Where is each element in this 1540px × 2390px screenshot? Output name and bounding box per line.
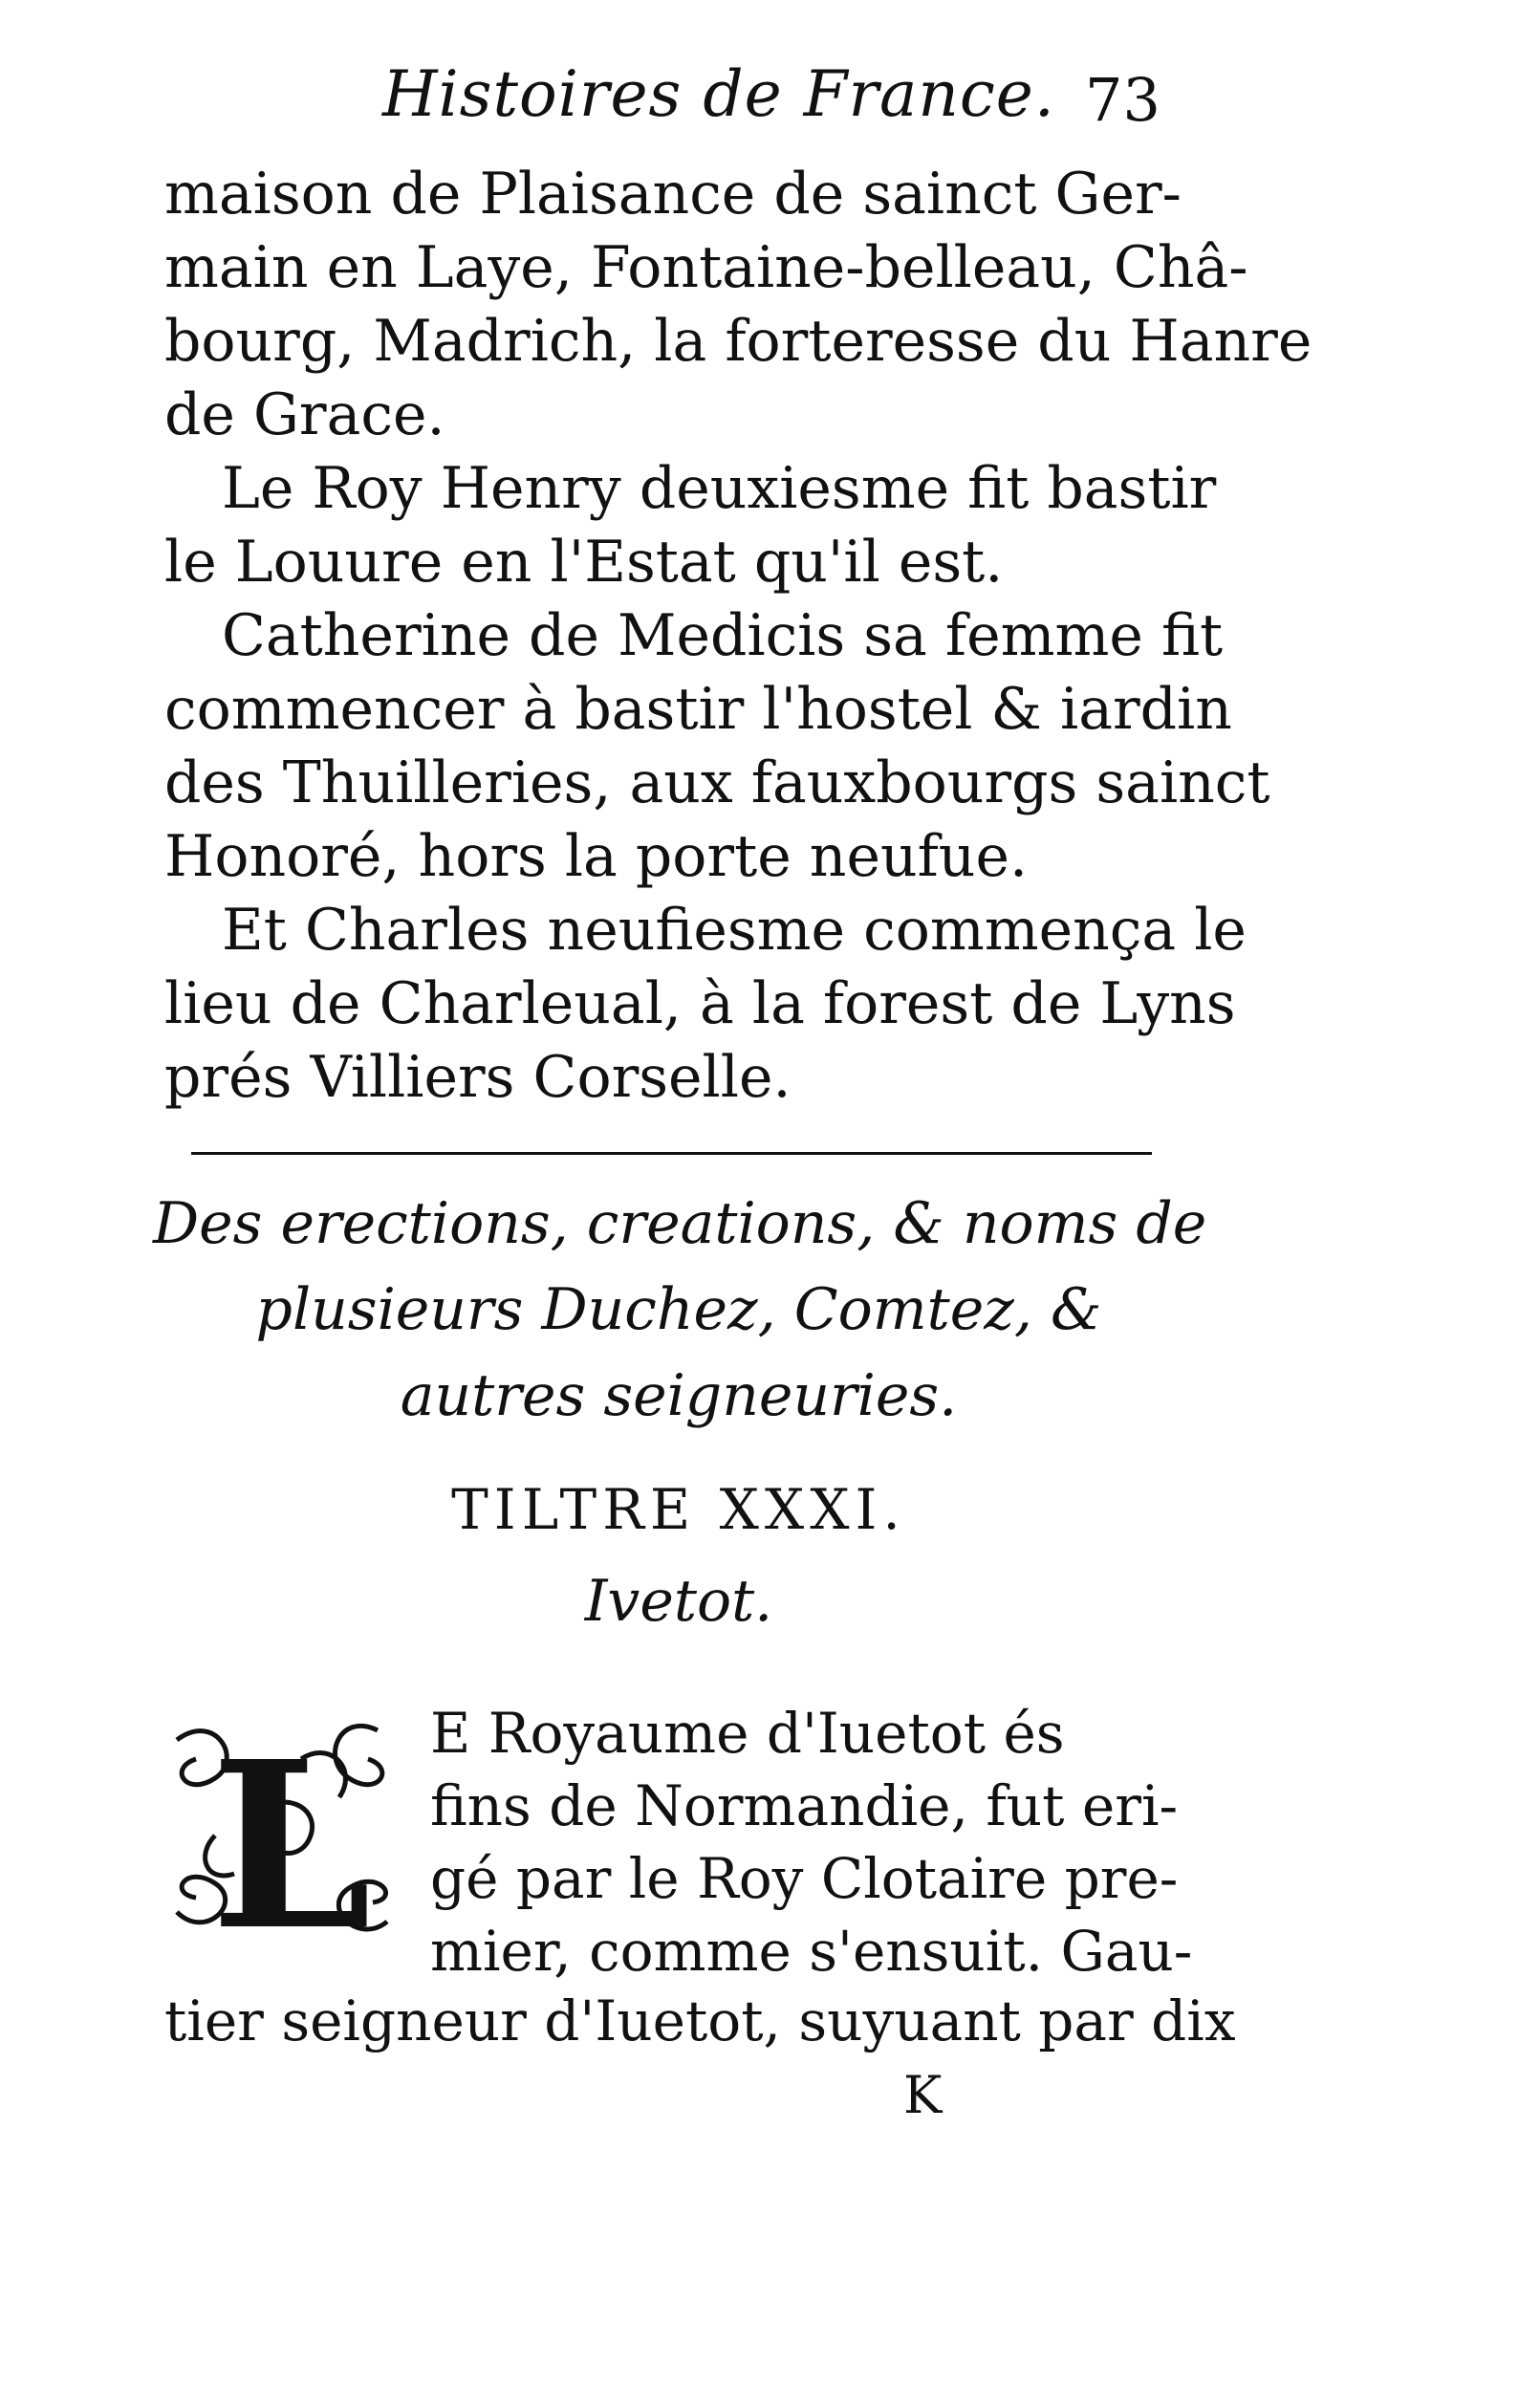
page-number: 73 xyxy=(1085,65,1160,135)
text-line: Le Roy Henry deuxiesme fit bastir xyxy=(222,455,1217,522)
text-line: de Grace. xyxy=(164,381,445,448)
text-line: E Royaume d'Iuetot és xyxy=(430,1701,1065,1766)
ornamental-drop-cap xyxy=(158,1702,416,1960)
opening-paragraph xyxy=(430,1697,1195,1988)
text-line: des Thuilleries, aux fauxbourgs sainct xyxy=(164,750,1270,816)
text-line: mier, comme s'ensuit. Gau- xyxy=(430,1919,1193,1984)
text-line: le Louure en l'Estat qu'il est. xyxy=(164,529,1004,596)
svg-text:L: L xyxy=(210,1711,372,1960)
text-line: tier seigneur d'Iuetot, suyuant par dix xyxy=(164,1988,1236,2053)
text-line: maison de Plaisance de sainct Ger- xyxy=(164,161,1182,228)
section-title-line: autres seigneuries. xyxy=(400,1362,958,1429)
section-title xyxy=(153,1181,1207,1439)
place-heading: Ivetot. xyxy=(584,1568,773,1635)
chapter-heading: TILTRE XXXI. xyxy=(451,1477,906,1542)
signature-mark: K xyxy=(903,2065,943,2125)
section-title-line: plusieurs Duchez, Comtez, & xyxy=(255,1276,1102,1343)
text-line: main en Laye, Fontaine-belleau, Châ- xyxy=(164,234,1248,301)
text-line: Et Charles neufiesme commença le xyxy=(222,897,1247,964)
drop-cap-ornament-icon xyxy=(158,1702,416,1960)
text-line: bourg, Madrich, la forteresse du Hanre xyxy=(164,308,1312,375)
running-title: Histoires de France. xyxy=(382,57,1055,131)
text-line: prés Villiers Corselle. xyxy=(164,1044,792,1111)
text-line: fins de Normandie, fut eri- xyxy=(430,1773,1179,1838)
text-line: Catherine de Medicis sa femme fit xyxy=(222,602,1224,669)
section-title-line: Des erections, creations, & noms de xyxy=(153,1190,1207,1257)
section-divider xyxy=(191,1152,1152,1155)
text-line: commencer à bastir l'hostel & iardin xyxy=(164,676,1232,743)
text-line: Honoré, hors la porte neufue. xyxy=(164,823,1029,890)
text-line: gé par le Roy Clotaire pre- xyxy=(430,1846,1179,1911)
body-text xyxy=(164,158,1312,1115)
text-line: lieu de Charleual, à la forest de Lyns xyxy=(164,970,1236,1037)
